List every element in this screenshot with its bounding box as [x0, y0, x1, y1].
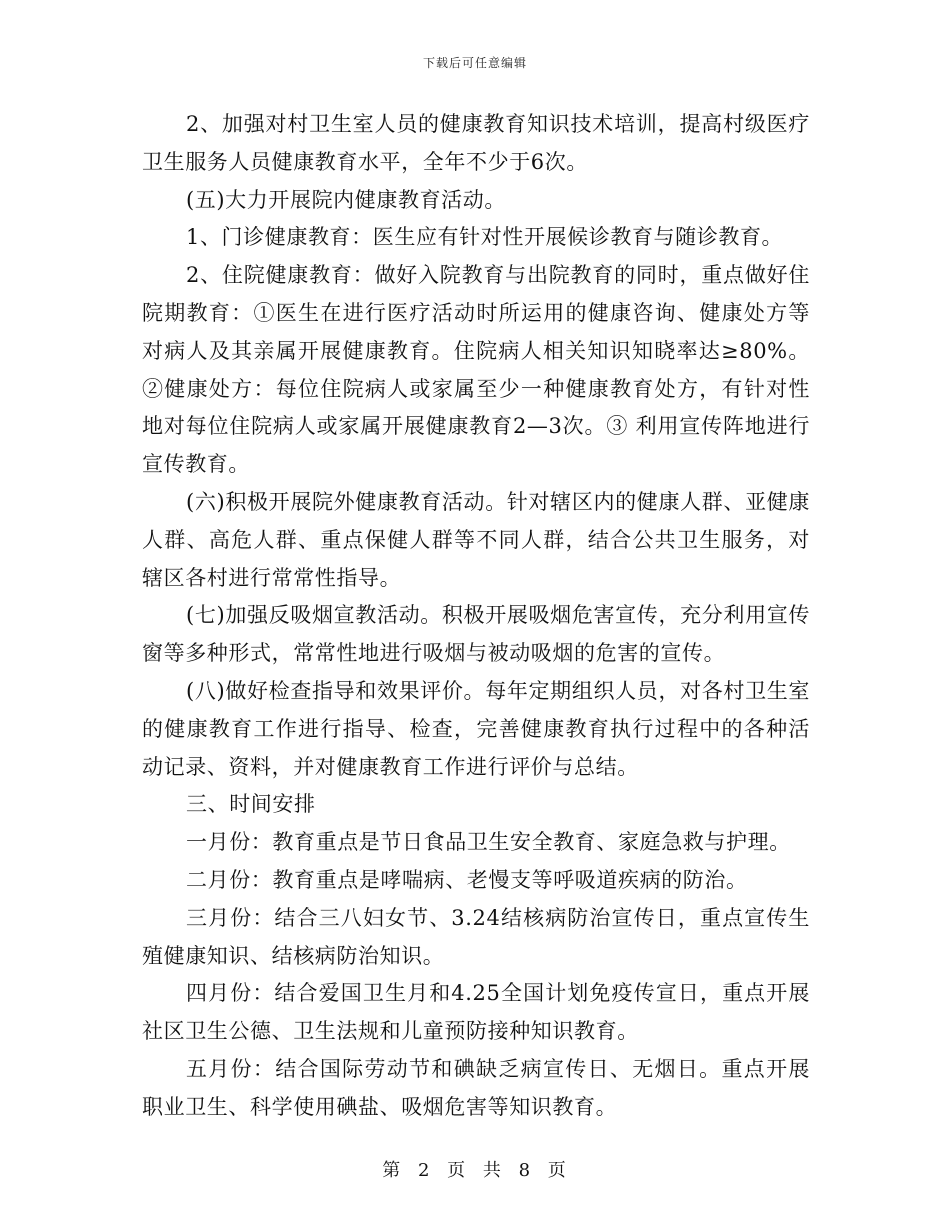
- paragraph-outpatient-education: 1、门诊健康教育：医生应有针对性开展候诊教育与随诊教育。: [186, 225, 784, 250]
- footer-current-page: 2: [417, 1160, 432, 1181]
- paragraph-section-8: (八)做好检查指导和效果评价。每年定期组织人员，对各村卫生室的健康教育工作进行指导、检查，完善健康教育执行过程中的各种活动记录、资料，并对健康教育工作进行评价与总结。: [142, 678, 810, 779]
- paragraph-section-5-heading: (五)大力开展院内健康教育活动。: [186, 187, 506, 212]
- paragraph-inpatient-education: 2、住院健康教育：做好入院教育与出院教育的同时，重点做好住院期教育：①医生在进行医疗活动时所运用的健康咨询、健康处方等对病人及其亲属开展健康教育。住院病人相关知识知晓率达≥80%。②健康处方：每位住院病人或家属至少一种健康教育处方，有针对性地对每位住院病人或家属开展健康教育2—3次。③ 利用宣传阵地进行宣传教育。: [142, 263, 810, 477]
- paragraph-schedule-heading: 三、时间安排: [186, 792, 316, 817]
- paragraph-march: 三月份：结合三八妇女节、3.24结核病防治宣传日，重点宣传生殖健康知识、结核病防治知识。: [142, 905, 810, 968]
- page-footer: [0, 1156, 950, 1182]
- paragraph-april: 四月份：结合爱国卫生月和4.25全国计划免疫传宣日，重点开展社区卫生公德、卫生法规和儿童预防接种知识教育。: [142, 981, 810, 1044]
- paragraph-may: 五月份：结合国际劳动节和碘缺乏病宣传日、无烟日。重点开展职业卫生、科学使用碘盐、吸烟危害等知识教育。: [142, 1056, 810, 1119]
- paragraph-training: 2、加强对村卫生室人员的健康教育知识技术培训，提高村级医疗卫生服务人员健康教育水平，全年不少于6次。: [142, 112, 810, 174]
- paragraph-section-7: (七)加强反吸烟宣教活动。积极开展吸烟危害宣传，充分利用宣传窗等多种形式，常常性地进行吸烟与被动吸烟的危害的宣传。: [142, 603, 810, 666]
- footer-total-word: 共: [482, 1160, 503, 1181]
- footer-page-word: 页: [447, 1160, 468, 1181]
- paragraph-january: 一月份：教育重点是节日食品卫生安全教育、家庭急救与护理。: [186, 830, 791, 855]
- paragraph-february: 二月份：教育重点是哮喘病、老慢支等呼吸道疾病的防治。: [186, 867, 748, 892]
- document-body: [142, 106, 810, 1127]
- footer-suffix: 页: [547, 1160, 568, 1181]
- footer-total-pages: 8: [518, 1160, 533, 1181]
- footer-prefix: 第: [382, 1160, 403, 1181]
- header-note: 下载后可任意编辑: [422, 56, 527, 70]
- paragraph-section-6: (六)积极开展院外健康教育活动。针对辖区内的健康人群、亚健康人群、高危人群、重点保健人群等不同人群，结合公共卫生服务，对辖区各村进行常常性指导。: [142, 489, 810, 590]
